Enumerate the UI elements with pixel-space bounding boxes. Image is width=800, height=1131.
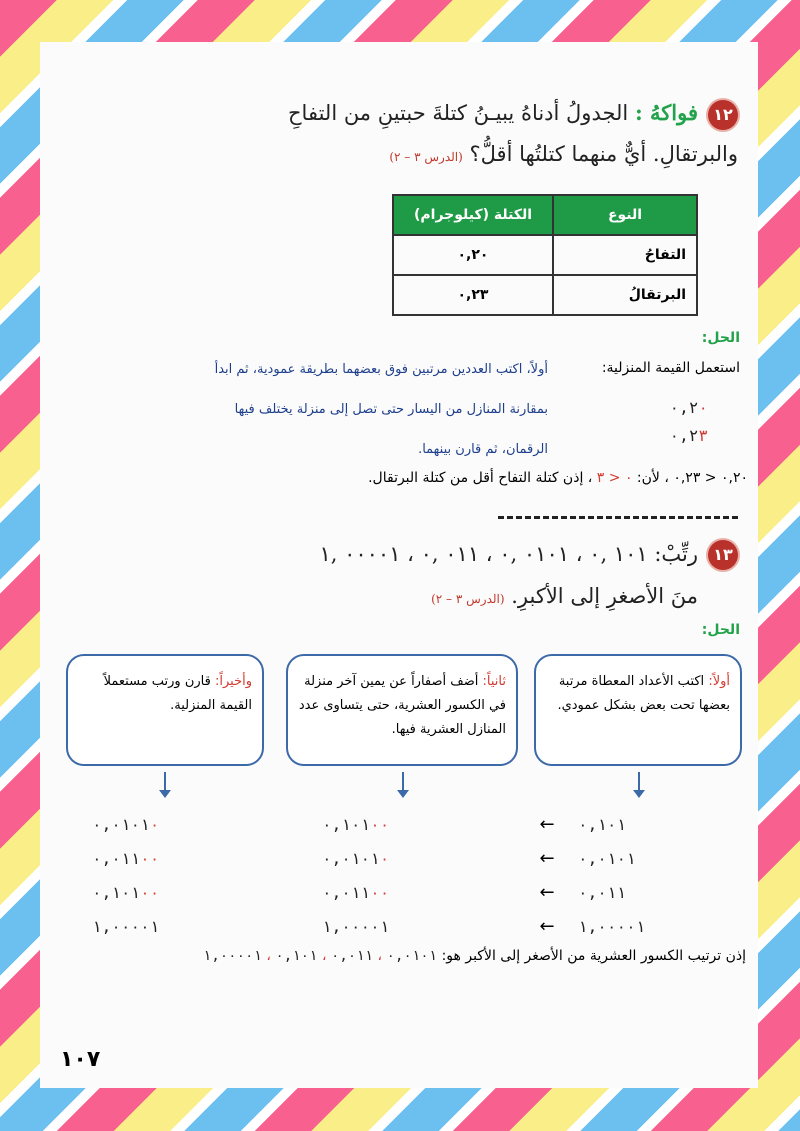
q12-conclusion-post: ، إذن كتلة التفاح أقل من كتلة البرتقال. [368,470,593,486]
arrow-left-icon: ← [539,848,555,869]
separator-dashed [498,516,738,519]
arrow-down-icon [164,772,166,792]
q12-conclusion [368,470,748,486]
q12-solution-label: الحل: [701,330,740,346]
q13-final-sep: ، [266,948,271,964]
page-number: ١٠٧ [60,1047,101,1072]
step-box-1-text: اكتب الأعداد المعطاة مرتبة بعضها تحت بعض بشكل عمودي. [557,674,730,713]
list-item: ٠,٠١١ [578,883,627,902]
q12-line1-text: الجدولُ أدناهُ يبيـنُ كتلةَ حبتينِ من التفاحِ [288,101,629,125]
step-box-3-label: وأخيراً: [214,674,252,689]
list-item: ١,٠٠٠٠١ [578,917,646,936]
arrow-down-icon [638,772,640,792]
list-item: ٠,٠١٠١ [578,849,636,868]
q12-explanation [88,350,548,470]
list-item: ٠,٠١١٠٠ [92,849,160,868]
q13-col2 [322,808,452,944]
list-item: ٠,٠١١٠٠ [322,883,390,902]
q12-num1-red: ٠ [698,398,708,417]
list-item: ١,٠٠٠٠١ [92,917,160,936]
q12-conclusion-red: ٠ < ٣ [596,470,633,486]
list-item: ٠,١٠١٠٠ [92,883,160,902]
q12-table-cell: التفاحُ [553,235,697,275]
q12-explain-line: أولاً، اكتب العددين مرتبين فوق بعضهما بطريقة عمودية، ثم ابدأ [214,362,548,377]
q12-number: ١٢ [708,100,738,130]
step-box-1 [534,654,742,766]
q12-explain-line: الرقمان، ثم قارن بينهما. [418,442,548,457]
q12-table-cell: ٠,٢٠ [393,235,553,275]
step-box-3-text: قارن ورتب مستعملاً القيمة المنزلية. [103,674,252,713]
list-item: ٠,١٠١٠٠ [322,815,390,834]
q12-table [392,194,698,316]
q12-lesson: (الدرس ٣ – ٢) [389,150,463,164]
q12-num2 [669,426,708,445]
q13-final [203,948,746,964]
q13-arrows [532,808,562,944]
q12-explain-line: بمقارنة المنازل من اليسار حتى تصل إلى منزلة يختلف فيها [234,402,548,417]
q12-table-header-mass: الكتلة (كيلوجرام) [393,195,553,235]
q13-line1: رتِّبْ: ١٠١ ,٠ ، ٠١٠١ ,٠ ، ٠١١ ,٠ ، ٠٠٠٠١ ,١ [319,542,698,566]
q13-line2-text: منَ الأصغرِ إلى الأكبرِ. [511,584,698,608]
q12-table-cell: ٠,٢٣ [393,275,553,315]
q12-conclusion-pre: ٠,٢٠ < ٠,٢٣ ، لأن: [636,470,748,486]
step-box-2 [286,654,518,766]
table-row [393,235,697,275]
arrow-left-icon: ← [539,916,555,937]
q13-final-value: ٠,٠١١ [330,948,374,964]
arrow-left-icon: ← [539,814,555,835]
q13-final-value: ٠,٠١٠١ [386,948,438,964]
q12-table-header-type: النوع [553,195,697,235]
q12-num2-black: ٠,٢ [669,426,699,445]
q12-num1-black: ٠,٢ [669,398,699,417]
q13-final-value: ١,٠٠٠٠١ [202,948,262,964]
q12-table-header [393,195,697,235]
q12-line2 [389,142,738,166]
q13-lesson: (الدرس ٣ – ٢) [431,592,505,606]
q13-line2 [431,584,698,608]
q13-final-sep: ، [377,948,383,964]
q13-final-sep: ، [321,948,327,964]
step-box-2-label: ثانياً: [482,674,506,689]
q13-number: ١٣ [708,540,738,570]
q12-num2-red: ٣ [698,426,708,445]
q12-title: فواكهُ : [634,100,698,125]
list-item: ٠,٠١٠١٠ [92,815,160,834]
arrow-down-icon [402,772,404,792]
q13-col1 [578,808,698,944]
q13-final-value: ٠,١٠١ [275,948,318,964]
q13-final-label: إذن ترتيب الكسور العشرية من الأصغر إلى الأكبر هو: [441,948,746,964]
step-box-1-label: أولاً: [708,674,730,689]
q13-solution-label: الحل: [701,622,740,638]
q12-line1 [288,100,698,125]
q12-num1 [669,398,708,417]
q12-table-cell: البرتقالُ [553,275,697,315]
step-box-3 [66,654,264,766]
list-item: ٠,١٠١ [578,815,627,834]
step-box-2-text: أضف أصفاراً عن يمين آخر منزلة في الكسور العشرية، حتى يتساوى عدد المنازل العشرية فيها. [298,674,506,737]
page [40,42,758,1088]
arrow-left-icon: ← [539,882,555,903]
q12-place-value-label: استعمل القيمة المنزلية: [601,360,740,376]
q12-line2-text: والبرتقالِ. أيٌّ منهما كتلتُها أقلُّ؟ [469,142,738,166]
table-row [393,275,697,315]
list-item: ٠,٠١٠١٠ [322,849,390,868]
q13-col3 [92,808,222,944]
list-item: ١,٠٠٠٠١ [322,917,390,936]
